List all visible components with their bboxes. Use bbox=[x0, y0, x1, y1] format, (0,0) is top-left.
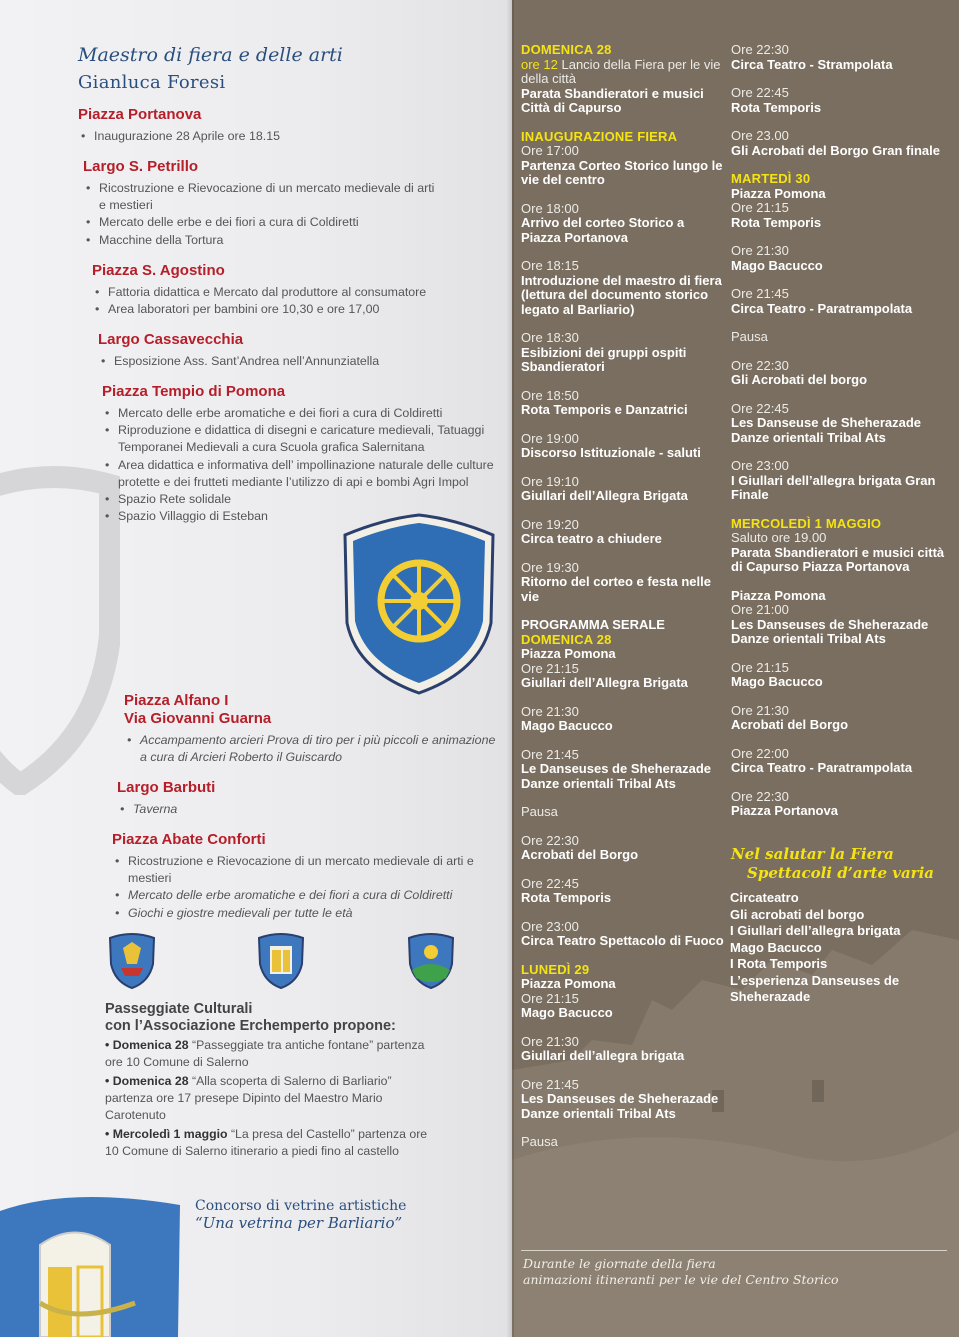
header-name: Gianluca Foresi bbox=[78, 72, 226, 93]
program-entry: Ore 22:45 Rota Temporis bbox=[731, 85, 822, 115]
program-entry: MERCOLEDÌ 1 MAGGIO Saluto ore 19.00 Parata Sbandieratori e musici città di Capurso Piazza Portanova bbox=[731, 515, 945, 574]
header-title: Maestro di fiera e delle arti bbox=[78, 44, 343, 66]
closing-item: Gli acrobati del borgo bbox=[730, 906, 865, 922]
fold-shadow bbox=[506, 0, 514, 1337]
section-item: • Accampamento arcieri Prova di tiro per i più piccoli e animazione a cura di Arcieri Roberto il Guiscardo bbox=[124, 732, 499, 766]
section-item: • Ricostruzione e Rievocazione di un mercato medievale di arti e mestieri bbox=[112, 853, 497, 887]
section-piazza-abate-conforti bbox=[112, 831, 497, 922]
section-item: • Fattoria didattica e Mercato dal produttore al consumatore bbox=[92, 284, 492, 301]
program-entry: INAUGURAZIONE FIERA Ore 17:00 Partenza Corteo Storico lungo le vie del centro bbox=[521, 128, 723, 187]
program-entry: Ore 19:10 Giullari dell’Allegra Brigata bbox=[521, 473, 688, 503]
program-entry: Ore 22:45 Les Danseuse de Sheherazade Danze orientali Tribal Ats bbox=[731, 400, 922, 445]
program-entry: Ore 23.00 Gli Acrobati del Borgo Gran finale bbox=[731, 128, 940, 158]
program-entry: Ore 21:30 Mago Bacucco bbox=[731, 243, 823, 273]
program-entry: Pausa bbox=[521, 1134, 558, 1149]
closing-item: L’esperienza Danseuses de Sheherazade bbox=[730, 972, 900, 1004]
program-entry: Ore 21:30 Giullari dell’allegra brigata bbox=[521, 1033, 685, 1063]
section-item: • Mercato delle erbe e dei fiori a cura di Coldiretti bbox=[83, 214, 443, 231]
program-entry: Ore 21:30 Mago Bacucco bbox=[521, 703, 613, 733]
program-entry: Ore 19:20 Circa teatro a chiudere bbox=[521, 516, 662, 546]
section-piazza-tempio-di-pomona bbox=[102, 383, 494, 525]
closing-list bbox=[730, 890, 940, 1006]
program-entry: PROGRAMMA SERALE DOMENICA 28 Piazza Pomona Ore 21:15 Giullari dell’Allegra Brigata bbox=[521, 617, 688, 690]
coat-of-arms-sun-icon bbox=[406, 930, 456, 990]
program-column-2 bbox=[731, 43, 946, 833]
coat-of-arms-bottom-icon bbox=[0, 1185, 185, 1337]
section-title: Largo S. Petrillo bbox=[83, 158, 199, 175]
passeggiate-subtitle: con l’Associazione Erchemperto propone: bbox=[105, 1018, 396, 1034]
section-title: Piazza Portanova bbox=[78, 106, 202, 123]
section-piazza-s-agostino bbox=[92, 262, 492, 318]
section-largo-cassavecchia bbox=[98, 331, 498, 370]
closing-item: I Giullari dell’allegra brigata bbox=[730, 923, 901, 938]
closing-item: Circateatro bbox=[730, 890, 799, 905]
section-item: • Inaugurazione 28 Aprile ore 18.15 bbox=[78, 128, 498, 145]
program-entry: MARTEDÌ 30 Piazza Pomona Ore 21:15 Rota Temporis bbox=[731, 171, 826, 230]
section-item: • Area laboratori per bambini ore 10,30 e ore 17,00 bbox=[92, 301, 492, 318]
section-item: • Mercato delle erbe aromatiche e dei fiori a cura di Coldiretti bbox=[102, 405, 494, 422]
section-piazza-portanova bbox=[78, 106, 498, 145]
saluto-heading: Nel salutar la Fiera Spettacoli d’arte varia bbox=[731, 845, 934, 882]
section-item: • Giochi e giostre medievali per tutte le età bbox=[112, 905, 497, 922]
program-entry: Ore 18:50 Rota Temporis e Danzatrici bbox=[521, 387, 688, 417]
program-entry: DOMENICA 28 ore 12 Lancio della Fiera per le vie della città Parata Sbandieratori e musici Città di Capurso bbox=[521, 42, 721, 115]
concorso-vetrine bbox=[195, 1198, 406, 1232]
program-entry: Ore 23:00 Circa Teatro Spettacolo di Fuoco bbox=[521, 918, 724, 948]
program-entry: Ore 22:30 Circa Teatro - Strampolata bbox=[731, 42, 893, 72]
passeggiate-item: • Domenica 28 “Passeggiate tra antiche fontane” partenza ore 10 Comune di Salerno bbox=[105, 1038, 425, 1069]
passeggiate-item: • Domenica 28 “Alla scoperta di Salerno di Barliario” partenza ore 17 presepe Dipinto del Maestro Mario Carotenuto bbox=[105, 1074, 392, 1122]
section-item: • Area didattica e informativa dell’ impollinazione naturale delle culture protette e dei frutteti mediante l’utilizzo di api e bombi Agri Impol bbox=[102, 457, 494, 491]
footer-note: Durante le giornate della fiera animazioni itineranti per le vie del Centro Storico bbox=[523, 1256, 839, 1287]
program-entry: Ore 19:30 Ritorno del corteo e festa nelle vie bbox=[521, 559, 711, 604]
program-entry: Ore 22:00 Circa Teatro - Paratrampolata bbox=[731, 745, 913, 775]
program-entry: Ore 21:30 Acrobati del Borgo bbox=[731, 702, 849, 732]
program-entry: LUNEDÌ 29 Piazza Pomona Ore 21:15 Mago Bacucco bbox=[521, 961, 616, 1020]
program-entry: Ore 22:30 Gli Acrobati del borgo bbox=[731, 357, 868, 387]
section-item: • Ricostruzione e Rievocazione di un mercato medievale di arti e mestieri bbox=[83, 180, 443, 214]
program-entry: Ore 22:45 Rota Temporis bbox=[521, 875, 612, 905]
section-largo-barbuti bbox=[117, 779, 417, 818]
program-entry: Ore 21:45 Circa Teatro - Paratrampolata bbox=[731, 286, 913, 316]
program-entry: Ore 18:15 Introduzione del maestro di fiera (lettura del documento storico legato al Barliario) bbox=[521, 258, 722, 317]
program-entry: Piazza Pomona Ore 21:00 Les Danseuses de Sheherazade Danze orientali Tribal Ats bbox=[731, 587, 929, 646]
section-title: Piazza Alfano I Via Giovanni Guarna bbox=[124, 692, 272, 727]
closing-item: I Rota Temporis bbox=[730, 956, 828, 971]
section-item: • Spazio Villaggio di Esteban bbox=[102, 508, 494, 525]
coat-of-arms-bird-icon bbox=[107, 930, 157, 990]
section-title: Piazza Tempio di Pomona bbox=[102, 383, 286, 400]
program-entry: Ore 21:15 Mago Bacucco bbox=[731, 659, 823, 689]
section-item: • Riproduzione e didattica di disegni e caricature medievali, Tatuaggi Temporanei Medievali a cura Scuola grafica Salernitana bbox=[102, 422, 494, 456]
program-entry: Ore 22:30 Piazza Portanova bbox=[731, 788, 838, 818]
passeggiate-title: Passeggiate Culturali bbox=[105, 1001, 253, 1017]
program-entry: Ore 22:30 Acrobati del Borgo bbox=[521, 832, 639, 862]
program-entry: Ore 19:00 Discorso Istituzionale - saluti bbox=[521, 430, 701, 460]
section-title: Piazza Abate Conforti bbox=[112, 831, 266, 848]
concorso-line2: “Una vetrina per Barliario” bbox=[195, 1214, 403, 1232]
program-entry: Ore 21:45 Les Danseuses de Sheherazade Danze orientali Tribal Ats bbox=[521, 1076, 719, 1121]
footer-divider bbox=[521, 1250, 947, 1251]
passeggiate-culturali bbox=[105, 1001, 435, 1160]
program-entry: Ore 21:45 Le Danseuses de Sheherazade Danze orientali Tribal Ats bbox=[521, 746, 712, 791]
section-item: • Spazio Rete solidale bbox=[102, 491, 494, 508]
coat-of-arms-door-icon bbox=[256, 930, 306, 990]
section-piazza-alfano bbox=[124, 692, 499, 766]
section-title: Largo Barbuti bbox=[117, 779, 216, 796]
section-largo-s-petrillo bbox=[83, 158, 443, 249]
section-item: • Esposizione Ass. Sant’Andrea nell’Annunziatella bbox=[98, 353, 498, 370]
section-item: • Macchine della Tortura bbox=[83, 232, 443, 249]
program-entry: Pausa bbox=[521, 804, 558, 819]
section-item: • Mercato delle erbe aromatiche e dei fiori a cura di Coldiretti bbox=[112, 887, 497, 904]
concorso-line1: Concorso di vetrine artistiche bbox=[195, 1198, 407, 1214]
program-entry: Ore 18:00 Arrivo del corteo Storico a Piazza Portanova bbox=[521, 200, 685, 245]
program-entry: Ore 18:30 Esibizioni dei gruppi ospiti Sbandieratori bbox=[521, 330, 687, 374]
program-entry: Ore 23:00 I Giullari dell’allegra brigata Gran Finale bbox=[731, 458, 936, 502]
section-title: Piazza S. Agostino bbox=[92, 262, 225, 279]
section-item: • Taverna bbox=[117, 801, 417, 818]
section-title: Largo Cassavecchia bbox=[98, 331, 244, 348]
passeggiate-item: • Mercoledì 1 maggio “La presa del Castello” partenza ore 10 Comune di Salerno itinerario a piedi fino al castello bbox=[105, 1127, 428, 1158]
closing-item: Mago Bacucco bbox=[730, 939, 822, 955]
coat-of-arms-wheel-icon bbox=[339, 513, 499, 695]
program-entry: Pausa bbox=[731, 329, 768, 344]
program-column-1 bbox=[521, 43, 726, 1164]
